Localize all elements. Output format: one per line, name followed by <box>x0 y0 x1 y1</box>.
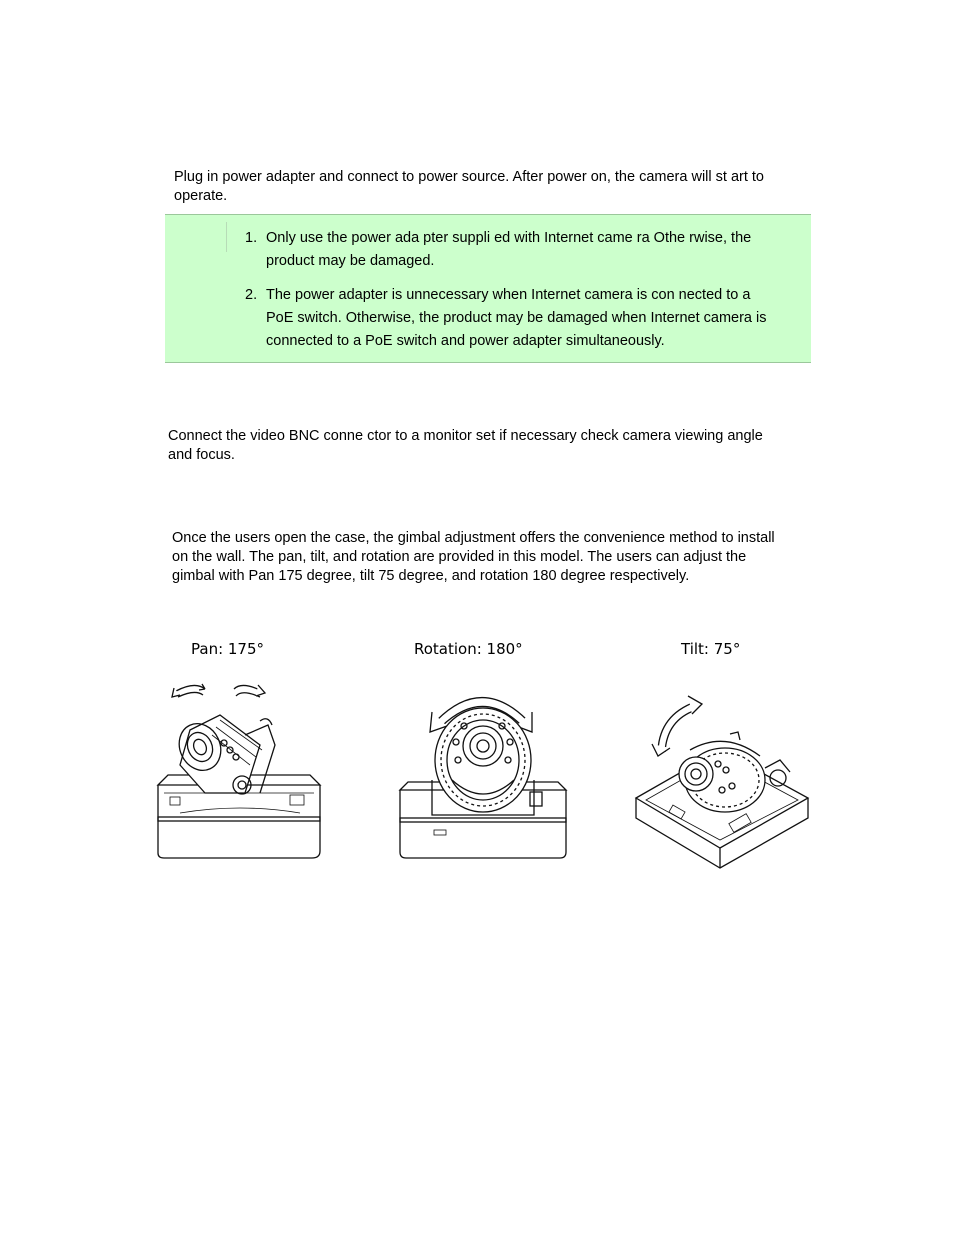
text-line: gimbal with Pan 175 degree, tilt 75 degree, and rotation 180 degree respectively. <box>172 568 690 584</box>
tilt-illustration <box>630 690 815 875</box>
gimbal-camera-icon <box>172 715 275 794</box>
note-number: 1. <box>245 230 258 246</box>
text-line: Only use the power ada pter suppli ed with Internet came ra Othe rwise, the <box>266 230 752 246</box>
note-text <box>266 284 803 353</box>
text-line: connected to a PoE switch and power adapter simultaneously. <box>266 333 665 349</box>
text-line: The power adapter is unnecessary when Internet camera is con nected to a <box>266 287 751 303</box>
power-instruction-paragraph <box>174 168 814 206</box>
rotation-caption: Rotation: 180° <box>414 640 523 658</box>
pan-illustration <box>150 675 330 865</box>
text-line: Once the users open the case, the gimbal adjustment offers the convenience method to install <box>172 530 775 546</box>
text-line: operate. <box>174 188 228 204</box>
bnc-instruction-paragraph <box>168 427 814 465</box>
note-box <box>165 214 811 363</box>
note-number: 2. <box>245 287 258 303</box>
note-divider <box>226 222 227 252</box>
text-line: product may be damaged. <box>266 253 435 269</box>
text-line: and focus. <box>168 447 235 463</box>
note-text <box>266 227 803 273</box>
text-line: Connect the video BNC conne ctor to a monitor set if necessary check camera viewing angle <box>168 428 763 444</box>
text-line: Plug in power adapter and connect to power source. After power on, the camera will st art to <box>174 169 764 185</box>
tilt-caption: Tilt: 75° <box>681 640 741 658</box>
gimbal-instruction-paragraph <box>172 529 817 586</box>
text-line: PoE switch. Otherwise, the product may be damaged when Internet camera is <box>266 310 767 326</box>
text-line: on the wall. The pan, tilt, and rotation are provided in this model. The users can adjust the <box>172 549 747 565</box>
pan-arrows-icon <box>172 684 265 697</box>
rotation-illustration <box>392 680 574 865</box>
pan-caption: Pan: 175° <box>191 640 265 658</box>
